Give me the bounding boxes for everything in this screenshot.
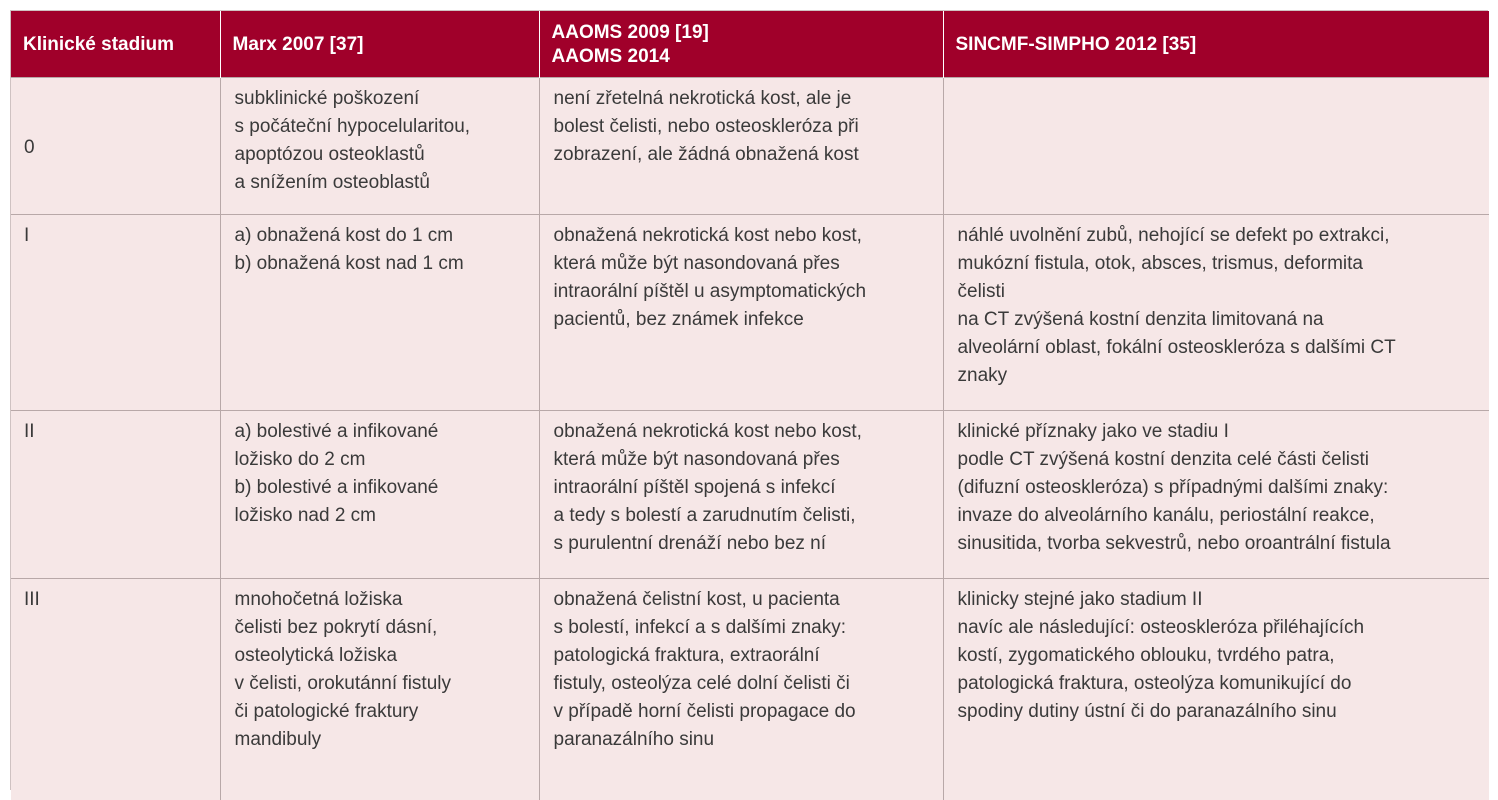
cell-line: podle CT zvýšená kostní denzita celé části čelisti <box>957 449 1370 470</box>
cell-line: obnažená nekrotická kost nebo kost, <box>553 225 862 246</box>
header-marx-text: Marx 2007 [37] <box>232 34 364 55</box>
cell-line: s počáteční hypocelularitou, <box>234 116 471 137</box>
cell-line: b) bolestivé a infikované <box>234 477 439 498</box>
header-aaoms-line-2: AAOMS 2014 <box>551 46 670 67</box>
cell-line: obnažená nekrotická kost nebo kost, <box>553 421 862 442</box>
cell-line: klinicky stejné jako stadium II <box>957 589 1203 610</box>
aaoms-cell <box>539 215 943 411</box>
cell-line: intraorální píštěl spojená s infekcí <box>553 477 836 498</box>
cell-line: spodiny dutiny ústní či do paranazálního sinu <box>957 701 1337 722</box>
marx-cell <box>220 411 539 579</box>
cell-line: sinusitida, tvorba sekvestrů, nebo oroantrální fistula <box>957 533 1391 554</box>
cell-line: intraorální píštěl u asymptomatických <box>553 281 867 302</box>
cell-line: na CT zvýšená kostní denzita limitovaná na <box>957 309 1324 330</box>
marx-cell <box>220 579 539 800</box>
cell-line: či patologické fraktury <box>234 701 419 722</box>
staging-table-container <box>10 10 1488 790</box>
sincmf-cell <box>943 215 1489 411</box>
sincmf-cell <box>943 78 1489 215</box>
cell-line: která může být nasondovaná přes <box>553 253 840 274</box>
cell-line: není zřetelná nekrotická kost, ale je <box>553 88 852 109</box>
cell-line: čelisti bez pokrytí dásní, <box>234 617 438 638</box>
cell-line: náhlé uvolnění zubů, nehojící se defekt po extrakci, <box>957 225 1390 246</box>
cell-line: a tedy s bolestí a zarudnutím čelisti, <box>553 505 856 526</box>
cell-line: patologická fraktura, osteolýza komunikující do <box>957 673 1352 694</box>
cell-line: v čelisti, orokutánní fistuly <box>234 673 451 694</box>
aaoms-cell <box>539 78 943 215</box>
cell-line: klinické příznaky jako ve stadiu I <box>957 421 1229 442</box>
cell-line: invaze do alveolárního kanálu, periostální reakce, <box>957 505 1375 526</box>
table-row <box>11 78 1489 215</box>
sincmf-cell <box>943 411 1489 579</box>
cell-line: ložisko do 2 cm <box>234 449 366 470</box>
aaoms-cell <box>539 579 943 800</box>
cell-line: navíc ale následující: osteoskleróza přiléhajících <box>957 617 1365 638</box>
cell-line: s bolestí, infekcí a s dalšími znaky: <box>553 617 847 638</box>
cell-line: pacientů, bez známek infekce <box>553 309 804 330</box>
cell-line: zobrazení, ale žádná obnažená kost <box>553 144 859 165</box>
cell-line: (difuzní osteoskleróza) s případnými dalšími znaky: <box>957 477 1389 498</box>
cell-line: znaky <box>957 365 1008 386</box>
cell-line: fistuly, osteolýza celé dolní čelisti či <box>553 673 850 694</box>
sincmf-cell <box>943 579 1489 800</box>
cell-line: obnažená čelistní kost, u pacienta <box>553 589 840 610</box>
table-row <box>11 215 1489 411</box>
table-body <box>11 78 1489 800</box>
cell-line: a) bolestivé a infikované <box>234 421 439 442</box>
cell-line: mnohočetná ložiska <box>234 589 403 610</box>
cell-line: alveolární oblast, fokální osteoskleróza s dalšími CT <box>957 337 1396 358</box>
cell-line: a) obnažená kost do 1 cm <box>234 225 454 246</box>
stage-label: II <box>24 421 35 442</box>
aaoms-cell <box>539 411 943 579</box>
stage-label: III <box>24 589 40 610</box>
stage-cell <box>11 411 220 579</box>
cell-line: čelisti <box>957 281 1006 302</box>
cell-line: mukózní fistula, otok, absces, trismus, deformita <box>957 253 1363 274</box>
cell-line: apoptózou osteoklastů <box>234 144 425 165</box>
stage-cell <box>11 215 220 411</box>
cell-line: která může být nasondovaná přes <box>553 449 840 470</box>
cell-line: ložisko nad 2 cm <box>234 505 377 526</box>
header-row <box>11 11 1489 78</box>
stage-label: 0 <box>24 136 35 158</box>
table-header <box>11 11 1489 78</box>
cell-line: bolest čelisti, nebo osteoskleróza při <box>553 116 859 137</box>
marx-cell <box>220 78 539 215</box>
header-marx <box>220 11 539 78</box>
cell-line: a snížením osteoblastů <box>234 172 430 193</box>
cell-line: v případě horní čelisti propagace do <box>553 701 856 722</box>
cell-line: osteolytická ložiska <box>234 645 398 666</box>
stage-cell <box>11 579 220 800</box>
header-clinical-stage-text: Klinické stadium <box>23 34 174 55</box>
staging-table <box>11 11 1489 800</box>
table-row <box>11 411 1489 579</box>
header-sincmf-text: SINCMF-SIMPHO 2012 [35] <box>955 34 1197 55</box>
cell-line: mandibuly <box>234 729 322 750</box>
marx-cell <box>220 215 539 411</box>
header-sincmf <box>943 11 1489 78</box>
header-aaoms-line-1: AAOMS 2009 [19] <box>551 22 709 43</box>
cell-line: paranazálního sinu <box>553 729 715 750</box>
table-row <box>11 579 1489 800</box>
header-aaoms <box>539 11 943 78</box>
cell-line: b) obnažená kost nad 1 cm <box>234 253 464 274</box>
cell-line: patologická fraktura, extraorální <box>553 645 820 666</box>
stage-label: I <box>24 225 30 246</box>
cell-line: kostí, zygomatického oblouku, tvrdého patra, <box>957 645 1335 666</box>
cell-line: s purulentní drenáží nebo bez ní <box>553 533 827 554</box>
cell-line: subklinické poškození <box>234 88 420 109</box>
header-clinical-stage <box>11 11 220 78</box>
stage-cell <box>11 78 220 215</box>
